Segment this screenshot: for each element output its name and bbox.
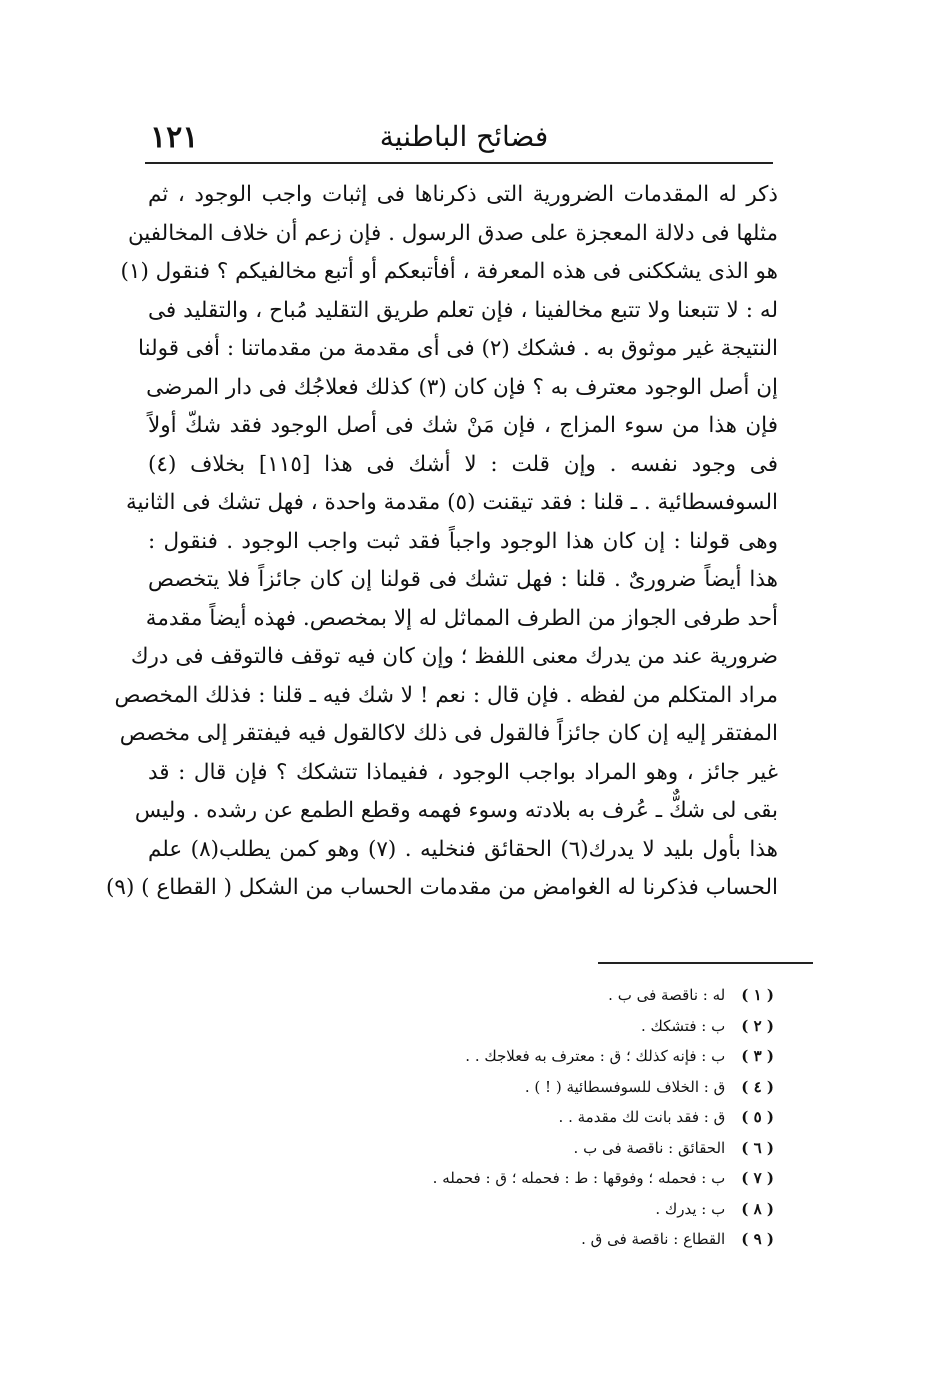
text-line: السوفسطائية . ـ قلنا : فقد تيقنت (٥) مقدمة واحدة ، فهل تشك فى الثانية [125,490,778,515]
text-line: مراد المتكلم من لفظه . فإن قال : نعم ! لا شك فيه ـ قلنا : فذلك المخصص [114,682,778,708]
footnote-number: ( ٨ ) [741,1199,774,1218]
footnote-text: القطاع : ناقصة فى ق . [581,1230,726,1248]
footnote-number: ( ٤ ) [741,1077,774,1096]
body-text [105,176,778,908]
text-line: هذا أيضاً ضرورىٌ . قلنا : فهل تشك فى قولنا إن كان جائزاً فلا يتخصص [148,567,778,592]
footnote-number: ( ٦ ) [741,1138,774,1157]
footnote-number: ( ١ ) [741,986,774,1004]
text-line: وهى قولنا : إن كان هذا الوجود واجباً فقد ثبت واجب الوجود . فنقول : [148,528,778,554]
footnote [214,1224,774,1255]
footnote-text: ب : يدرك . [655,1199,726,1218]
text-line: هذا بأول بليد لا يدرك(٦) الحقائق فنخليه . (٧) وهو كمن يطلب(٨) علم [148,836,778,862]
header-rule [145,162,773,164]
footnote [214,980,774,1011]
text-line: إن أصل الوجود معترف به ؟ فإن كان (٣) كذلك فعلاجُك فى دار المرضى [146,374,778,400]
text-line: له : لا تتبعنا ولا تتبع مخالفينا ، فإن تعلم طريق التقليد مُباح ، والتقليد فى [148,297,778,323]
footnote [214,1011,774,1042]
text-line: مثلها فى دلالة المعجزة على صدق الرسول . فإن زعم أن خلاف المخالفين [127,220,778,246]
text-line: ذكر له المقدمات الضرورية التى ذكرناها فى إثبات واجب الوجود ، ثم [148,182,778,207]
footnote-text: له : ناقصة فى ب . [608,986,726,1004]
text-line: النتيجة غير موثوق به . فشكك (٢) فى أى مقدمة من مقدماتنا : أفى قولنا [138,336,778,361]
text-line: أحد طرفى الجواز من الطرف المماثل له إلا بمخصص. فهذه أيضاً مقدمة [145,605,778,631]
footnote-text: ب : فتشكك . [640,1016,726,1035]
running-title: فضائح الباطنية [379,120,549,153]
footnote [214,1102,774,1133]
footnote [214,1133,774,1164]
footnote-number: ( ٢ ) [741,1016,774,1035]
footnote-text: ق : فقد بانت لك مقدمة . . [558,1108,726,1126]
footnote-number: ( ٥ ) [741,1108,774,1126]
footnote [214,1163,774,1194]
text-line: هو الذى يشككنى فى هذه المعرفة ، أفأتبعكم أو أتبع مخالفيكم ؟ فنقول (١) [120,259,778,284]
text-line: غير جائز ، وهو المراد بواجب الوجود ، ففيماذا تتشكك ؟ فإن قال : قد [148,759,778,785]
footnote-text: ب : فحمله ؛ وفوقها : ط : فحمله ؛ ق : فحمله . [432,1169,726,1187]
footnote-number: ( ٩ ) [741,1230,774,1248]
footnote-number: ( ٧ ) [741,1169,774,1187]
footnote-text: الحقائق : ناقصة فى ب . [573,1138,726,1157]
footnotes [214,980,774,1255]
footnote [214,1041,774,1072]
page-number: ١٢١ [150,120,199,155]
text-line: الحساب فذكرنا له الغوامض من مقدمات الحساب من الشكل ( القطاع ) (٩) [105,875,778,900]
footnote-rule [598,962,813,964]
text-line: فإن هذا من سوء المزاج ، فإن مَنْ شك فى أصل الوجود فقد شكّ أولاً [148,413,778,438]
text-line: بقى لى شكٌّ ـ عُرف به بلادته وسوء فهمه وقطع الطمع عن رشده . وليس [134,798,778,823]
footnote-number: ( ٣ ) [741,1047,774,1065]
footnote-text: ب : فإنه كذلك ؛ ق : معترف به فعلاجك . . [465,1047,726,1065]
text-line: فى وجود نفسه . وإن قلت : لا أشك فى هذا [١١٥] بخلاف (٤) [148,451,778,477]
text-line: ضرورية عند من يدرك معنى اللفظ ؛ وإن كان فيه توقف فالتوقف فى درك [130,644,778,669]
footnote [214,1072,774,1103]
text-line: المفتقر إليه إن كان جائزاً فالقول فى ذلك لاكالقول فيه فيفتقر إلى مخصص [119,721,778,746]
footnote-text: ق : الخلاف للسوفسطائية ( ! ) . [524,1077,726,1096]
footnote [214,1194,774,1225]
